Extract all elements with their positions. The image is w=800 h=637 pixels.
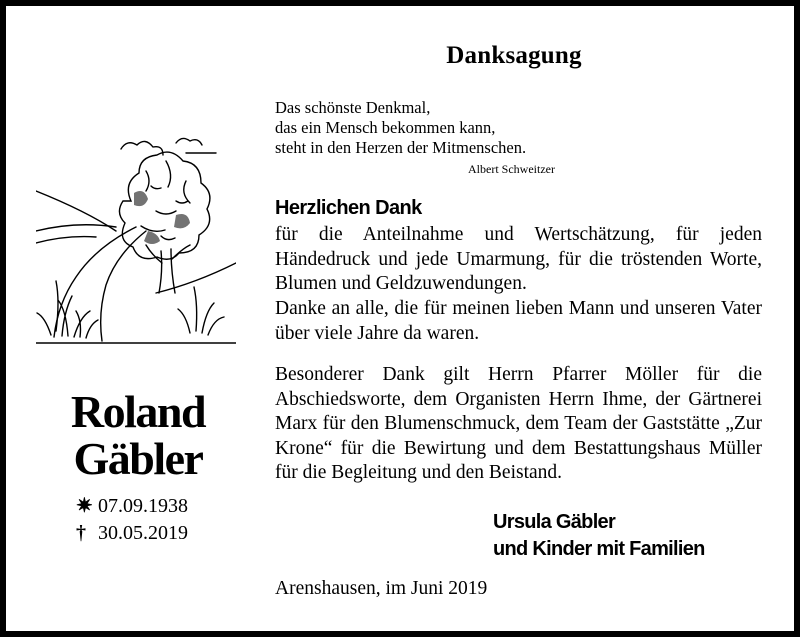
quote [275,98,575,158]
star-icon: ✷ [76,495,93,517]
tree-landscape-illustration [36,131,236,351]
cross-icon: † [76,522,86,544]
deceased-first-name: Roland [70,386,206,437]
quote-line: Das schönste Denkmal, [275,98,431,117]
thanks-paragraph: Danke an alle, die für meinen lieben Mann und unseren Vater über viele Jahre da waren. [275,298,762,344]
place-date: Arenshausen, im Juni 2019 [275,578,488,599]
thanks-paragraph: für die Anteilnahme und Wertschätzung, für jeden Händedruck und jede Umarmung, für die tröstenden Worte, Blumen und Geldzuwendungen. [275,224,762,295]
quote-line: steht in den Herzen der Mitmenschen. [275,138,527,157]
signature-line: und Kinder mit Familien [493,538,705,560]
signature-line: Ursula Gäbler [493,511,616,533]
quote-author: Albert Schweitzer [468,162,555,176]
page-title: Danksagung [446,42,582,69]
birth-date [76,493,188,518]
death-date [76,522,188,545]
thanks-heading: Herzlichen Dank [275,197,422,219]
deceased-last-name: Gäbler [73,433,203,484]
special-thanks-paragraph: Besonderer Dank gilt Herrn Pfarrer Möller für die Abschiedsworte, dem Organisten Herrn Ihme, der Gärtnerei Marx für den Blumenschmuck, dem Team der Gaststätte „Zur Krone“ für die Bewirtung und dem Bestattungshaus Müller für die Begleitung und den Beistand. [275,364,762,484]
death-date-value: 30.05.2019 [98,522,188,544]
quote-line: das ein Mensch bekommen kann, [275,118,496,137]
birth-date-value: 07.09.1938 [98,495,188,517]
